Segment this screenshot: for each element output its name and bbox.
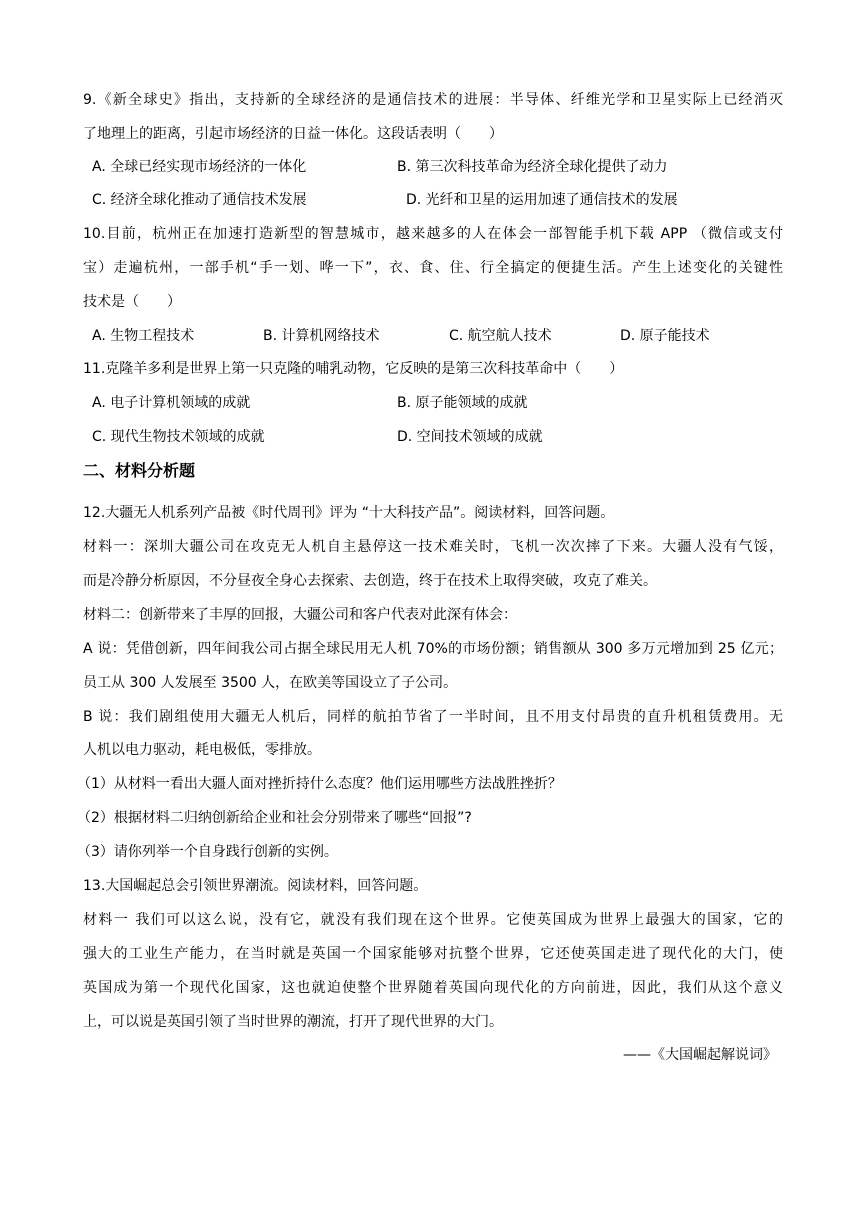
q12-subquestion-3: （3）请你列举一个自身践行创新的实例。	[77, 844, 338, 860]
q9-option-d: D. 光纤和卫星的运用加速了通信技术的发展	[406, 192, 678, 208]
q9-stem-line-1: 9.《新全球史》指出，支持新的全球经济的是通信技术的进展：半导体、纤维光学和卫星实际上已经消灭	[83, 92, 783, 108]
q13-line-5: 上，可以说是英国引领了当时世界的潮流，打开了现代世界的大门。	[83, 1014, 503, 1030]
q11-option-b: B. 原子能领域的成就	[397, 395, 528, 411]
q9-option-b: B. 第三次科技革命为经济全球化提供了动力	[397, 159, 668, 175]
q9-option-a: A. 全球已经实现市场经济的一体化	[92, 159, 307, 175]
q10-option-b: B. 计算机网络技术	[263, 328, 380, 344]
q10-option-c: C. 航空航人技术	[449, 328, 552, 344]
q10-option-a: A. 生物工程技术	[92, 328, 195, 344]
section-heading: 二、材料分析题	[83, 461, 196, 480]
q13-line-1: 13.大国崛起总会引领世界潮流。阅读材料，回答问题。	[83, 878, 428, 894]
q12-line-8: 人机以电力驱动，耗电极低，零排放。	[83, 742, 321, 758]
q9-option-c: C. 经济全球化推动了通信技术发展	[92, 192, 307, 208]
q10-stem-line-3: 技术是（ ）	[83, 294, 181, 310]
q12-line-6: 员工从 300 人发展至 3500 人，在欧美等国设立了子公司。	[83, 675, 458, 691]
q12-line-2: 材料一：深圳大疆公司在攻克无人机自主悬停这一技术难关时，飞机一次次摔了下来。大疆人没有气馁，	[83, 539, 783, 555]
q13-line-2: 材料一 我们可以这么说，没有它，就没有我们现在这个世界。它使英国成为世界上最强大的国家，它的	[83, 912, 783, 928]
q10-option-d: D. 原子能技术	[620, 328, 710, 344]
q12-subquestion-1: （1）从材料一看出大疆人面对挫折持什么态度？他们运用哪些方法战胜挫折？	[77, 776, 562, 792]
q12-line-4: 材料二：创新带来了丰厚的回报，大疆公司和客户代表对此深有体会：	[83, 607, 517, 623]
q9-stem-line-2: 了地理上的距离，引起市场经济的日益一体化。这段话表明（ ）	[83, 126, 503, 142]
q12-line-7: B 说：我们剧组使用大疆无人机后，同样的航拍节省了一半时间，且不用支付昂贵的直升机租赁费用。无	[83, 709, 783, 725]
q12-subquestion-2: （2）根据材料二归纳创新给企业和社会分别带来了哪些“回报”?	[77, 810, 472, 826]
q13-line-4: 英国成为第一个现代化国家，这也就迫使整个世界随着英国向现代化的方向前进，因此，我们从这个意义	[83, 980, 783, 996]
q13-line-3: 强大的工业生产能力，在当时就是英国一个国家能够对抗整个世界，它还使英国走进了现代化的大门，使	[83, 946, 783, 962]
q10-stem-line-1: 10.目前，杭州正在加速打造新型的智慧城市，越来越多的人在体会一部智能手机下载 APP （微信或支付	[83, 226, 783, 242]
q11-stem-line-1: 11.克隆羊多利是世界上第一只克隆的哺乳动物，它反映的是第三次科技革命中（ ）	[83, 361, 624, 377]
q10-stem-line-2: 宝）走遍杭州，一部手机“手一划、哗一下”，衣、食、住、行全搞定的便捷生活。产生上述变化的关键性	[83, 260, 783, 276]
q13-source-citation: ——《大国崛起解说词》	[623, 1047, 777, 1063]
q11-option-a: A. 电子计算机领域的成就	[92, 395, 251, 411]
q12-line-5: A 说：凭借创新，四年间我公司占据全球民用无人机 70%的市场份额；销售额从 300 多万元增加到 25 亿元；	[83, 641, 783, 657]
q11-option-c: C. 现代生物技术领域的成就	[92, 429, 265, 445]
q12-line-1: 12.大疆无人机系列产品被《时代周刊》评为 “十大科技产品”。阅读材料，回答问题。	[83, 505, 615, 521]
q11-option-d: D. 空间技术领域的成就	[397, 429, 543, 445]
q12-line-3: 而是冷静分析原因，不分昼夜全身心去探索、去创造，终于在技术上取得突破，攻克了难关。	[83, 573, 657, 589]
